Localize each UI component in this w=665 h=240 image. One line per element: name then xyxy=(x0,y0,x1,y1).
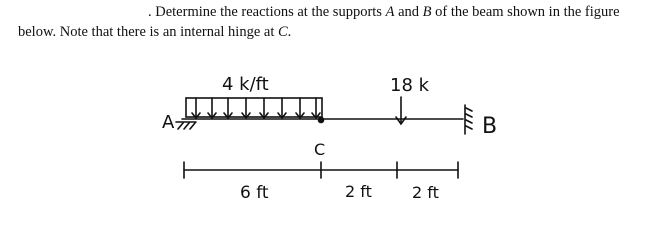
point-load-arrow xyxy=(396,97,406,124)
problem-text-2a: below. Note that there is an internal hinge at xyxy=(18,24,278,40)
support-a xyxy=(176,122,196,129)
dim-label-3: 2 ft xyxy=(412,183,439,202)
distributed-load-arrows xyxy=(192,98,320,118)
problem-text-2b: . xyxy=(287,24,292,40)
point-load-label: 18 k xyxy=(390,75,430,96)
support-b-ref: B xyxy=(422,4,432,20)
support-a-ref: A xyxy=(385,4,395,20)
label-c: C xyxy=(314,140,326,159)
support-b xyxy=(465,105,472,134)
dim-label-1: 6 ft xyxy=(240,183,269,203)
problem-text-1a: Determine the reactions at the supports xyxy=(155,4,386,20)
distributed-load-box xyxy=(186,98,322,117)
hinge-c xyxy=(319,118,324,123)
problem-text-1b: and xyxy=(394,4,423,20)
label-a: A xyxy=(162,112,175,133)
problem-prefix: . xyxy=(148,4,156,20)
label-b: B xyxy=(482,114,498,139)
hinge-ref: C xyxy=(277,24,288,40)
problem-text-1c: of the beam shown in the figure xyxy=(431,4,620,20)
dimension-line xyxy=(184,162,458,178)
distributed-load-label: 4 k/ft xyxy=(222,74,269,95)
dim-label-2: 2 ft xyxy=(345,182,372,201)
